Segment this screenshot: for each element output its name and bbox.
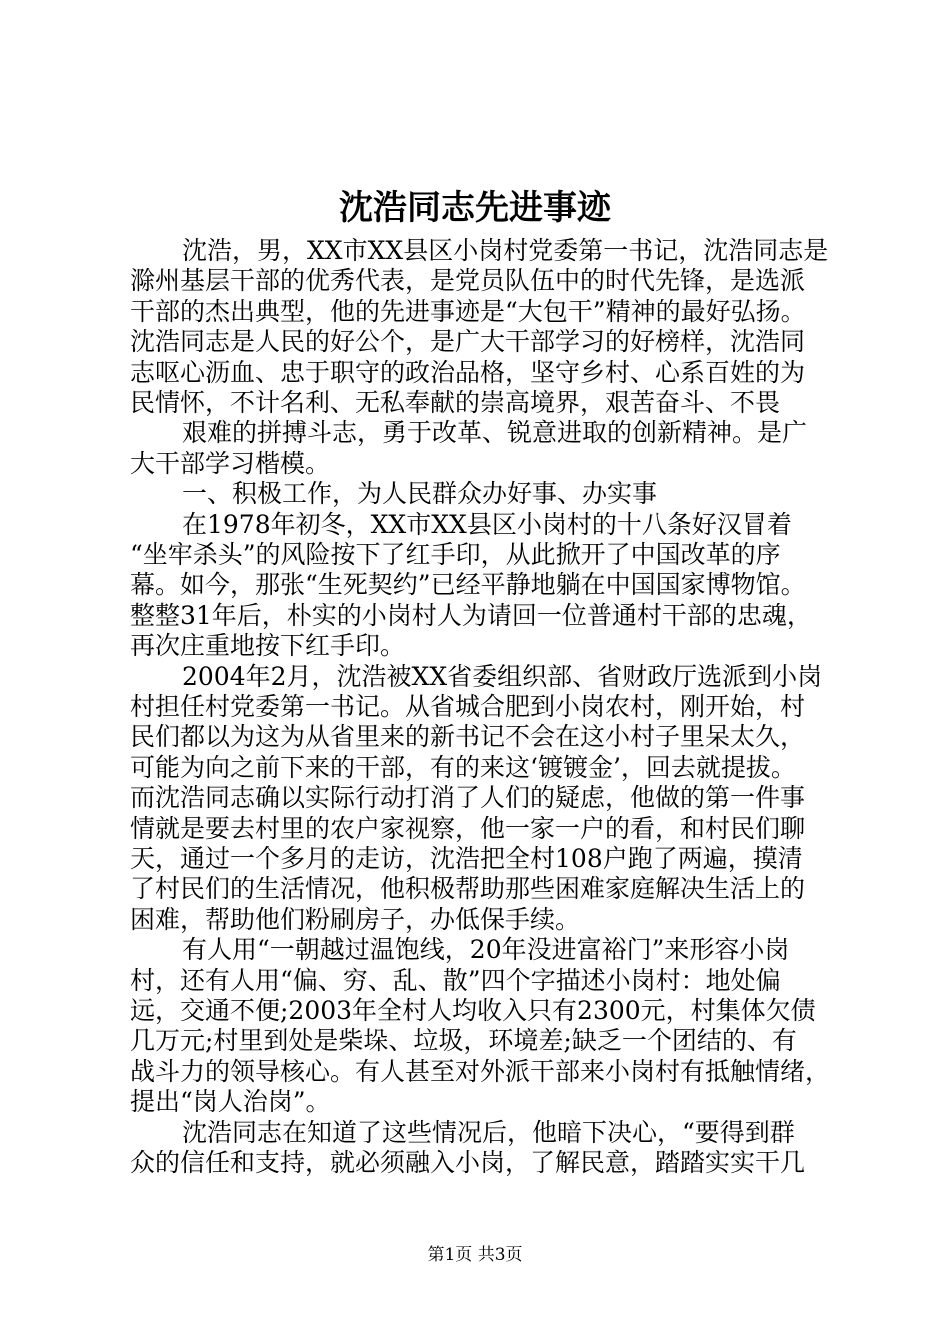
body-line: 大干部学习楷模。 <box>130 448 331 478</box>
body-line: 在1978年初冬，XX市XX县区小岗村的十八条好汉冒着 <box>182 509 792 539</box>
body-line: 村，还有人用“偏、穷、乱、散”四个字描述小岗村：地处偏 <box>130 965 781 995</box>
body-line: 幕。如今，那张“生死契约”已经平静地躺在中国国家博物馆。 <box>130 570 806 600</box>
body-line: 远，交通不便;2003年全村人均收入只有2300元，村集体欠债 <box>130 996 816 1025</box>
document-title: 沈浩同志先进事迹 <box>339 188 611 228</box>
body-line: 提出“岗人治岗”。 <box>130 1087 331 1117</box>
body-line: 再次庄重地按下红手印。 <box>130 631 406 661</box>
body-line: 战斗力的领导核心。有人甚至对外派干部来小岗村有抵触情绪， <box>130 1056 831 1086</box>
body-line: 沈浩同志是人民的好公个，是广大干部学习的好榜样，沈浩同 <box>130 327 806 357</box>
body-line: 艰难的拼搏斗志，勇于改革、锐意进取的创新精神。是广 <box>182 418 808 448</box>
body-line: 2004年2月，沈浩被XX省委组织部、省财政厅选派到小岗 <box>182 661 823 691</box>
body-line: 村担任村党委第一书记。从省城合肥到小岗农村，刚开始，村 <box>130 692 806 721</box>
body-line: 情就是要去村里的农户家视察，他一家一户的看，和村民们聊 <box>130 813 806 843</box>
body-line: 一、积极工作，为人民群众办好事、办实事 <box>182 479 658 509</box>
body-line: 干部的杰出典型，他的先进事迹是“大包干”精神的最好弘扬。 <box>130 296 806 326</box>
body-line: 沈浩，男，XX市XX县区小岗村党委第一书记，沈浩同志是 <box>182 236 829 265</box>
body-line: 滁州基层干部的优秀代表，是党员队伍中的时代先锋，是选派 <box>130 266 806 296</box>
body-line: 几万元;村里到处是柴垛、垃圾，环境差;缺乏一个团结的、有 <box>130 1026 797 1056</box>
body-line: 天，通过一个多月的走访，沈浩把全村108户跑了两遍，摸清 <box>130 844 803 873</box>
body-line: 民们都以为这为从省里来的新书记不会在这小村子里呆太久， <box>130 722 806 752</box>
body-line: 困难，帮助他们粉刷房子，办低保手续。 <box>130 904 581 934</box>
page-footer: 第1页 共3页 <box>427 1245 523 1265</box>
body-line: 民情怀，不计名利、无私奉献的崇高境界，艰苦奋斗、不畏 <box>130 388 781 417</box>
body-line: “坐牢杀头”的风险按下了红手印，从此掀开了中国改革的序 <box>130 540 781 569</box>
body-line: 众的信任和支持，就必须融入小岗，了解民意，踏踏实实干几 <box>130 1148 806 1177</box>
body-line: 有人用“一朝越过温饱线，20年没进富裕门”来形容小岗 <box>182 935 790 965</box>
body-line: 整整31年后，朴实的小岗村人为请回一位普通村干部的忠魂， <box>130 600 812 630</box>
body-line: 可能为向之前下来的干部，有的来这‘镀镀金’，回去就提拔。 <box>130 752 796 782</box>
body-line: 志呕心沥血、忠于职守的政治品格，坚守乡村、心系百姓的为 <box>130 357 806 387</box>
body-line: 了村民们的生活情况，他积极帮助那些困难家庭解决生活上的 <box>130 874 806 904</box>
body-line: 而沈浩同志确以实际行动打消了人们的疑虑，他做的第一件事 <box>130 783 806 813</box>
body-line: 沈浩同志在知道了这些情况后，他暗下决心，“要得到群 <box>182 1117 795 1147</box>
